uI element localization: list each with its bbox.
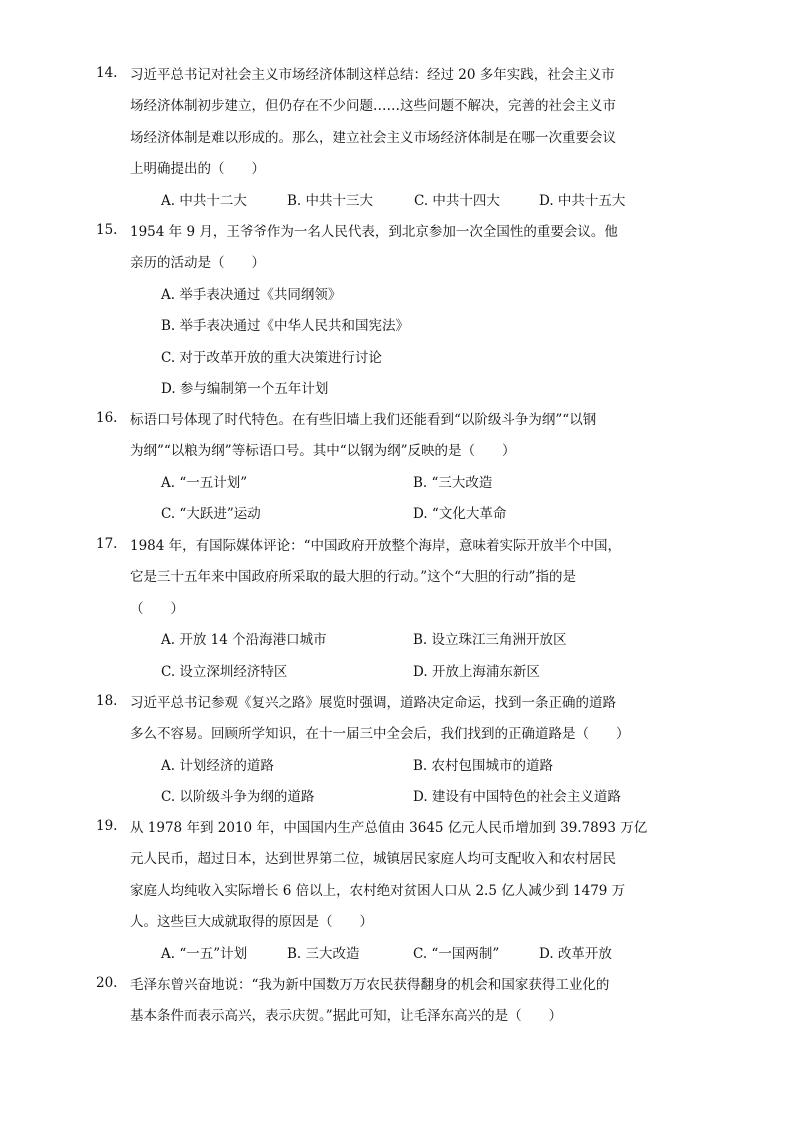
option-a[interactable]: A. “一五”计划 [161,945,248,962]
question-text-line: 1954 年 9 月，王爷爷作为一名人民代表，到北京参加一次全国性的重要会议。他 [130,224,618,240]
question-text-line: 多么不容易。回顾所学知识，在十一届三中全会后，我们找到的正确道路是（ ） [130,726,630,743]
question-text-line: （ ） [130,600,184,617]
question-text-line: 习近平总书记对社会主义市场经济体制这样总结：经过 20 多年实践，社会主义市 [130,67,615,83]
option-a[interactable]: A. 举手表决通过《共同纲领》 [161,286,342,303]
option-d[interactable]: D. 建设有中国特色的社会主义道路 [413,789,621,806]
question-text-line: 场经济体制初步建立，但仍存在不少问题……这些问题不解决，完善的社会主义市 [130,98,616,115]
question-text-line: 基本条件而表示高兴，表示庆贺。”据此可知，让毛泽东高兴的是（ ） [130,1008,563,1025]
options-row [161,944,670,975]
question-number: 19. [96,818,118,834]
question-number: 18. [96,693,118,709]
question-number: 15. [96,222,118,238]
options-row [161,787,670,818]
question-text-line: 家庭人均纯收入实际增长 6 倍以上，农村绝对贫困人口从 2.5 亿人减少到 1479 万 [130,882,626,899]
question-text-line: 人。这些巨大成就取得的原因是（ ） [130,914,373,931]
question-17 [96,536,670,693]
options-row [161,756,670,787]
question-text-line: 亲历的活动是（ ） [130,255,265,272]
option-d[interactable]: D. 改革开放 [539,945,612,962]
question-text-line: 上明确提出的（ ） [130,161,265,178]
question-number: 14. [96,65,118,81]
question-number: 20. [96,975,118,991]
option-b[interactable]: B. 举手表决通过《中华人民共和国宪法》 [161,318,410,335]
options-row [161,191,670,222]
option-a[interactable]: A. 计划经济的道路 [161,757,274,774]
question-text-line: 元人民币，超过日本，达到世界第二位，城镇居民家庭人均可支配收入和农村居民 [130,851,616,868]
question-text-line: 习近平总书记参观《复兴之路》展览时强调，道路决定命运，找到一条正确的道路 [130,695,616,711]
question-19 [96,818,670,975]
question-16 [96,410,670,536]
option-a[interactable]: A. “一五计划” [161,474,248,491]
option-c[interactable]: C. 对于改革开放的重大决策进行讨论 [161,349,382,366]
options-row [161,473,670,504]
option-b[interactable]: B. “三大改造 [413,474,493,491]
option-b[interactable]: B. 中共十三大 [287,192,374,209]
option-a[interactable]: A. 中共十二大 [161,192,247,209]
option-c[interactable]: C. 中共十四大 [414,192,500,209]
question-text-line: 1984 年，有国际媒体评论：“中国政府开放整个海岸，意味着实际开放半个中国， [130,538,622,554]
option-c[interactable]: C. “大跃进”运动 [161,506,261,523]
option-d[interactable]: D. “文化大革命 [413,506,507,523]
question-text-line: 从 1978 年到 2010 年，中国国内生产总值由 3645 亿元人民币增加到 39.7893 万亿 [130,820,648,836]
question-18 [96,693,670,819]
option-c[interactable]: C. 设立深圳经济特区 [161,663,288,680]
question-20 [96,975,670,1038]
question-14 [96,65,670,222]
question-15 [96,222,670,410]
option-b[interactable]: B. 三大改造 [287,945,360,962]
question-number: 17. [96,536,118,552]
option-c[interactable]: C. “一国两制” [413,945,500,962]
options-row [161,630,670,661]
option-b[interactable]: B. 设立珠江三角洲开放区 [413,632,567,649]
option-d[interactable]: D. 中共十五大 [539,192,626,209]
question-number: 16. [96,410,118,426]
options-row [161,662,670,693]
option-d[interactable]: D. 参与编制第一个五年计划 [161,380,329,397]
question-text-line: 为纲”“以粮为纲”等标语口号。其中“以钢为纲”反映的是（ ） [130,443,516,460]
options-row [161,504,670,535]
option-d[interactable]: D. 开放上海浦东新区 [413,663,540,680]
question-text-line: 标语口号体现了时代特色。在有些旧墙上我们还能看到“以阶级斗争为纲”“以钢 [130,412,597,428]
question-text-line: 场经济体制是难以形成的。那么，建立社会主义市场经济体制是在哪一次重要会议 [130,129,616,146]
option-c[interactable]: C. 以阶级斗争为纲的道路 [161,789,315,806]
option-b[interactable]: B. 农村包围城市的道路 [413,757,554,774]
question-text-line: 毛泽东曾兴奋地说：“我为新中国数万万农民获得翻身的机会和国家获得工业化的 [130,977,610,993]
question-text-line: 它是三十五年来中国政府所采取的最大胆的行动。”这个“大胆的行动”指的是 [130,569,576,586]
option-a[interactable]: A. 开放 14 个沿海港口城市 [161,632,327,649]
